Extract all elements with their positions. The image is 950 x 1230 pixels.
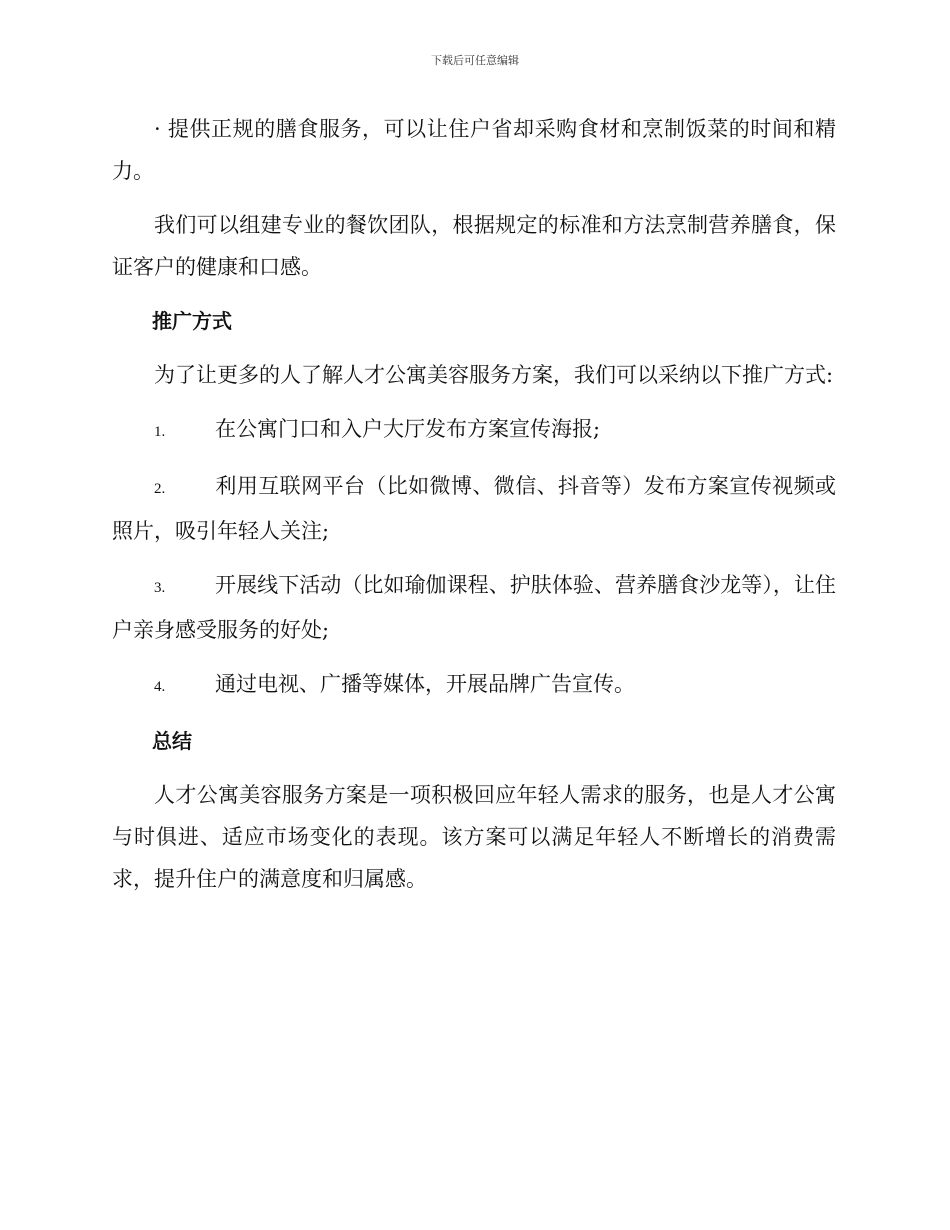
list-number: 3. xyxy=(154,580,166,596)
list-item-text: 在公寓门口和入户大厅发布方案宣传海报; xyxy=(215,417,601,441)
paragraph-promotion-intro: 为了让更多的人了解人才公寓美容服务方案，我们可以采纳以下推广方式: xyxy=(154,363,834,387)
paragraph-summary: 人才公寓美容服务方案是一项积极回应年轻人需求的服务，也是人才公寓与时俱进、适应市场变化的表现。该方案可以满足年轻人不断增长的消费需求，提升住户的满意度和归属感。 xyxy=(112,783,836,891)
list-item xyxy=(112,663,836,708)
section-heading-promotion: 推广方式 xyxy=(152,309,232,333)
list-item-text: 开展线下活动（比如瑜伽课程、护肤体验、营养膳食沙龙等），让住户亲身感受服务的好处; xyxy=(112,573,836,642)
list-item xyxy=(112,408,836,453)
list-number: 4. xyxy=(154,679,166,695)
spacer xyxy=(112,552,836,564)
spacer xyxy=(112,708,836,720)
spacer xyxy=(112,192,836,204)
spacer xyxy=(112,342,836,354)
list-item xyxy=(112,564,836,651)
document-body xyxy=(112,108,836,900)
spacer xyxy=(112,762,836,774)
spacer xyxy=(112,651,836,663)
list-item xyxy=(112,465,836,552)
list-item-text: 利用互联网平台（比如微博、微信、抖音等）发布方案宣传视频或照片，吸引年轻人关注; xyxy=(112,474,836,543)
list-item-text: 通过电视、广播等媒体，开展品牌广告宣传。 xyxy=(215,672,635,696)
list-number: 1. xyxy=(154,424,166,440)
page-header-note: 下载后可任意编辑 xyxy=(431,54,519,67)
list-number: 2. xyxy=(154,481,166,497)
section-heading-summary: 总结 xyxy=(152,729,192,753)
spacer xyxy=(112,453,836,465)
spacer xyxy=(112,288,836,300)
paragraph-catering-team: 我们可以组建专业的餐饮团队，根据规定的标准和方法烹制营养膳食，保证客户的健康和口感。 xyxy=(112,213,836,279)
paragraph-catering-service: · 提供正规的膳食服务，可以让住户省却采购食材和烹制饭菜的时间和精力。 xyxy=(112,117,836,183)
spacer xyxy=(112,396,836,408)
